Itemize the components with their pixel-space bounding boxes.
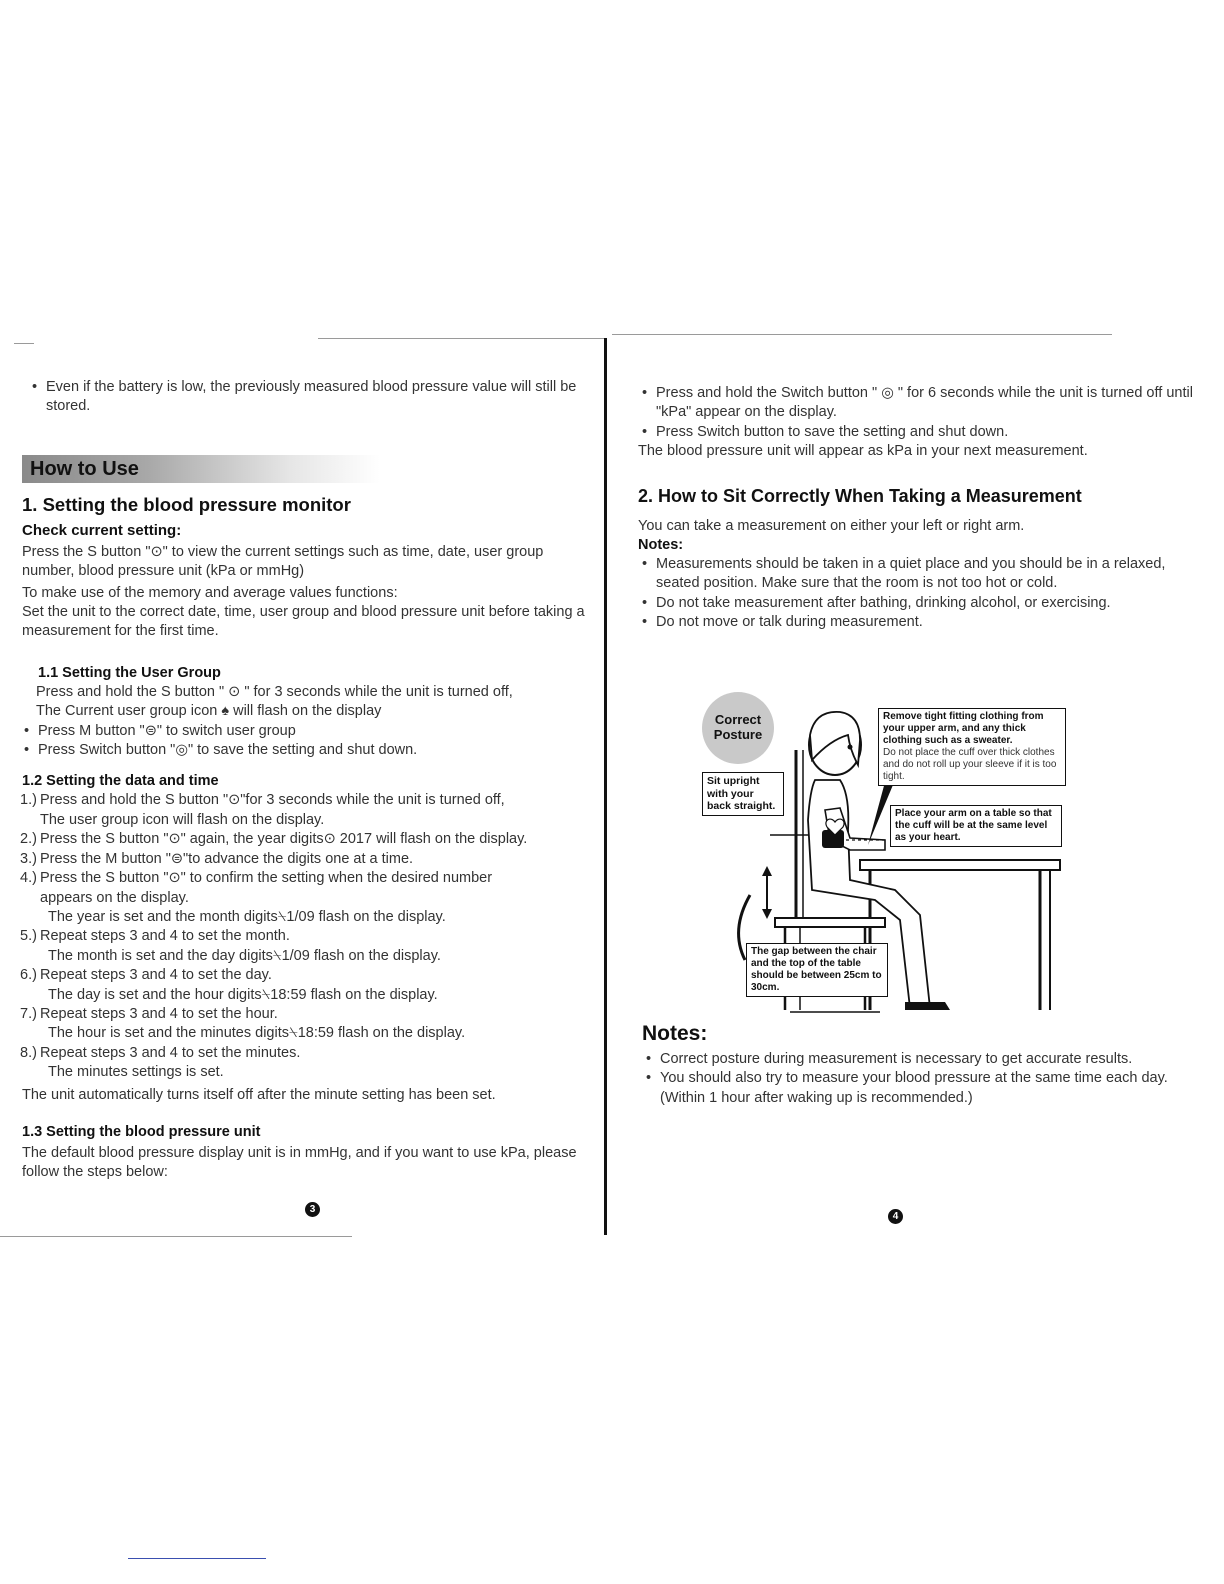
callout-remove-clothing — [878, 708, 1066, 786]
step-detail: The month is set and the day digits⍀1/09 flash on the display. — [48, 947, 441, 964]
step-6 — [20, 927, 592, 946]
step-detail: The hour is set and the minutes digits⍀18:59 flash on the display. — [48, 1025, 466, 1042]
table-top-icon — [860, 860, 1060, 870]
top-left-rule — [318, 338, 605, 339]
step-1 — [20, 791, 592, 810]
callout-clothing-light: Do not place the cuff over thick clothes and do not roll up your sleeve if it is too tight. — [883, 747, 1057, 782]
banner-title: How to Use — [22, 455, 380, 483]
step-text: Press and hold the S button "⊙"for 3 seconds while the unit is turned off, — [40, 792, 505, 809]
user-group-line-1: Press and hold the S button " ⊙ " for 3 seconds while the unit is turned off, — [36, 683, 513, 700]
kpa-bullet-2: • Press Switch button to save the setting and shut down. — [638, 423, 1193, 442]
step-text: Repeat steps 3 and 4 to set the hour. — [40, 1005, 278, 1022]
step-detail: appears on the display. — [40, 889, 189, 906]
battery-note: • Even if the battery is low, the previously measured blood pressure value will still be stored. — [28, 378, 592, 417]
step-number: 6.) — [20, 967, 37, 984]
user-group-bullet-1: • Press M button "⊜" to switch user group — [20, 722, 592, 741]
notes-2-bullet-2: • You should also try to measure your blood pressure at the same time each day. (Within 1 hour after waking up is recommended.) — [642, 1069, 1192, 1108]
check-paragraph-2: To make use of the memory and average values functions: — [22, 584, 398, 601]
bottom-left-rule — [0, 1236, 352, 1237]
callout-chair-gap: The gap between the chair and the top of the table should be between 25cm to 30cm. — [746, 943, 888, 997]
user-group-bullet-2: • Press Switch button "◎" to save the setting and shut down. — [20, 741, 592, 760]
step-text: Repeat steps 3 and 4 to set the minutes. — [40, 1044, 301, 1061]
section-1-2-title: 1.2 Setting the data and time — [22, 773, 219, 790]
date-time-steps — [20, 791, 592, 1082]
step-3 — [20, 850, 592, 869]
step-8 — [20, 1005, 592, 1024]
step-text: Press the S button "⊙" again, the year digits⊙ 2017 will flash on the display. — [40, 831, 528, 848]
step-number: 7.) — [20, 1005, 37, 1022]
kpa-bullet-1: • Press and hold the Switch button " ◎ " for 6 seconds while the unit is turned off until "kPa" appear on the display. — [638, 384, 1193, 423]
step-9 — [20, 1044, 592, 1063]
step-number: 8.) — [20, 1044, 37, 1061]
step-detail: The user group icon will flash on the display. — [40, 811, 325, 828]
bottom-link-underline — [128, 1558, 266, 1559]
step-text: Press the S button "⊙" to confirm the setting when the desired number — [40, 870, 493, 887]
step-text: Repeat steps 3 and 4 to set the day. — [40, 967, 272, 984]
callout-sit-upright: Sit upright with your back straight. — [702, 772, 784, 816]
check-paragraph-1: Press the S button "⊙" to view the current settings such as time, date, user group number, blood pressure unit (kPa or mmHg) — [22, 543, 544, 580]
step-text: Press the M button "⊜"to advance the digits one at a time. — [40, 850, 414, 867]
badge-line-2: Posture — [713, 727, 763, 742]
page-number-4: 4 — [888, 1209, 903, 1224]
section-1-3-title: 1.3 Setting the blood pressure unit — [22, 1123, 261, 1140]
page-number-3: 3 — [305, 1202, 320, 1217]
spine-divider — [604, 338, 607, 1235]
right-page — [638, 384, 1193, 633]
top-right-rule — [612, 334, 1112, 335]
notes-label: Notes: — [638, 537, 684, 554]
step-detail: The year is set and the month digits⍀1/09 flash on the display. — [48, 908, 446, 925]
section-1-1-title: 1.1 Setting the User Group — [38, 664, 221, 681]
posture-figure — [700, 690, 1070, 1025]
step-detail: The minutes settings is set. — [48, 1064, 224, 1081]
how-to-use-banner — [22, 455, 592, 483]
check-paragraph-3: Set the unit to the correct date, time, user group and blood pressure unit before taking a measurement for the first time. — [22, 604, 585, 640]
callout-clothing-bold: Remove tight fitting clothing from your upper arm, and any thick clothing such as a sweater. — [883, 711, 1044, 746]
step-number: 5.) — [20, 928, 37, 945]
step-number: 4.) — [20, 870, 37, 887]
notes-2-heading: Notes: — [642, 1022, 708, 1045]
user-group-line-2: The Current user group icon ♠ will flash on the display — [36, 703, 382, 720]
section-2-title: 2. How to Sit Correctly When Taking a Measurement — [638, 485, 1082, 506]
step-number: 2.) — [20, 831, 37, 848]
date-time-end-note: The unit automatically turns itself off after the minute setting has been set. — [22, 1086, 496, 1103]
badge-line-1: Correct — [714, 712, 762, 727]
step-4 — [20, 869, 592, 888]
correct-posture-badge — [700, 712, 776, 742]
step-number: 3.) — [20, 850, 37, 867]
section-2-intro: You can take a measurement on either your left or right arm. — [638, 517, 1025, 534]
step-2 — [20, 830, 592, 849]
notes-bullet-3: • Do not move or talk during measurement. — [638, 613, 1193, 632]
top-left-short-rule — [14, 343, 34, 344]
step-number: 1.) — [20, 792, 37, 809]
kpa-unit-note: The blood pressure unit will appear as kPa in your next measurement. — [638, 443, 1088, 460]
step-text: Repeat steps 3 and 4 to set the month. — [40, 928, 290, 945]
callout-arm-level: Place your arm on a table so that the cuff will be at the same level as your heart. — [890, 805, 1062, 847]
unit-paragraph: The default blood pressure display unit is in mmHg, and if you want to use kPa, please follow the steps below: — [22, 1144, 577, 1181]
notes-bullet-1: • Measurements should be taken in a quiet place and you should be in a relaxed, seated position. Make sure that the room is not too hot or cold. — [638, 555, 1193, 594]
notes-2-section — [642, 1022, 1192, 1108]
section-1-title: 1. Setting the blood pressure monitor — [22, 493, 351, 515]
notes-bullet-2: • Do not take measurement after bathing, drinking alcohol, or exercising. — [638, 594, 1193, 613]
check-current-setting-title: Check current setting: — [22, 521, 182, 539]
step-detail: The day is set and the hour digits⍀18:59 flash on the display. — [48, 986, 438, 1003]
step-7 — [20, 966, 592, 985]
notes-2-bullet-1: • Correct posture during measurement is necessary to get accurate results. — [642, 1050, 1192, 1069]
left-page — [22, 378, 592, 1183]
